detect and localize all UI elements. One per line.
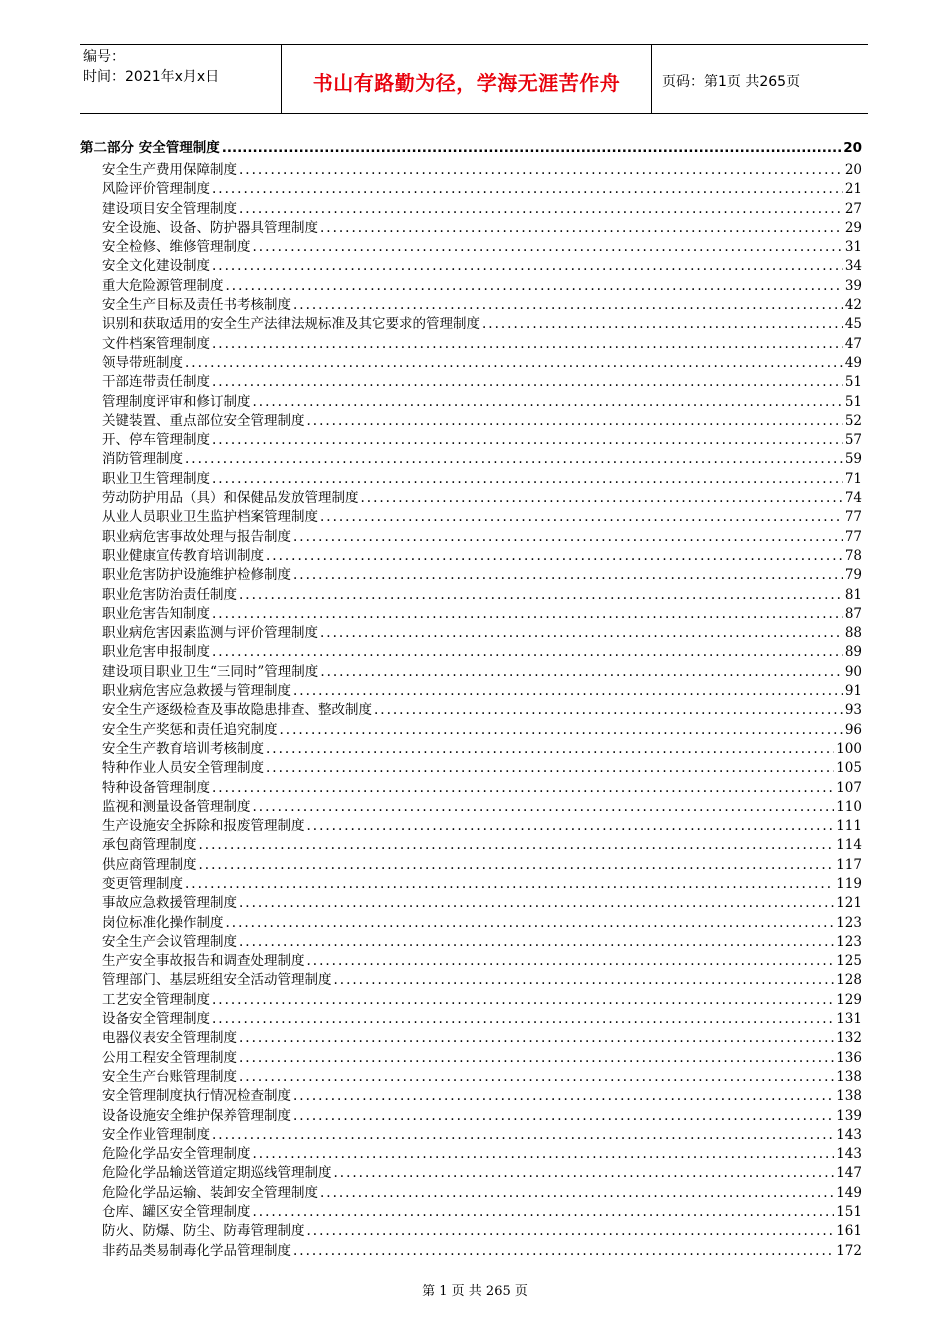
toc-item-page: 51 (844, 374, 862, 391)
toc-item[interactable] (80, 177, 862, 196)
toc-item[interactable] (80, 467, 862, 486)
toc-dot-leader (334, 972, 835, 988)
toc-item-page: 59 (844, 451, 862, 468)
toc-item-title: 供应商管理制度 (102, 856, 197, 873)
toc-item-title: 安全生产教育培训考核制度 (102, 740, 264, 757)
toc-item[interactable] (80, 505, 862, 524)
toc-item-title: 监视和测量设备管理制度 (102, 798, 251, 815)
header-table (80, 44, 868, 114)
toc-item-title: 生产设施安全拆除和报废管理制度 (102, 818, 305, 835)
document-time: 时间：2021年x月x日 (83, 69, 220, 85)
toc-item-page: 21 (844, 181, 862, 198)
toc-dot-leader (253, 239, 843, 255)
toc-dot-leader (293, 1243, 834, 1259)
toc-item[interactable] (80, 274, 862, 293)
toc-dot-leader (212, 258, 843, 274)
toc-dot-leader (212, 336, 843, 352)
toc-item[interactable] (80, 795, 862, 814)
toc-dot-leader (293, 1108, 834, 1124)
toc-dot-leader (253, 1146, 835, 1162)
toc-item-title: 职业病危害应急救援与管理制度 (102, 683, 291, 700)
toc-dot-leader (320, 625, 843, 641)
toc-item[interactable] (80, 563, 862, 582)
toc-item-title: 电器仪表安全管理制度 (102, 1030, 237, 1047)
toc-dot-leader (307, 953, 835, 969)
toc-item-title: 仓库、罐区安全管理制度 (102, 1204, 251, 1221)
toc-dot-leader (185, 876, 834, 892)
toc-item-page: 117 (836, 856, 862, 873)
toc-item-title: 管理部门、基层班组安全活动管理制度 (102, 972, 332, 989)
toc-item-title: 防火、防爆、防尘、防毒管理制度 (102, 1223, 305, 1240)
header-page-info: 页码：第1页 共265页 (662, 74, 801, 90)
toc-item-title: 安全生产目标及责任书考核制度 (102, 297, 291, 314)
toc-dot-leader (226, 278, 843, 294)
toc-item[interactable] (80, 351, 862, 370)
toc-item[interactable] (80, 718, 862, 737)
toc-item[interactable] (80, 698, 862, 717)
toc-item-title: 安全检修、维修管理制度 (102, 239, 251, 256)
toc-item-page: 78 (844, 547, 862, 564)
toc-dot-leader (374, 702, 843, 718)
toc-item[interactable] (80, 486, 862, 505)
toc-item-title: 岗位标准化操作制度 (102, 914, 224, 931)
toc-dot-leader (239, 1050, 834, 1066)
toc-item-page: 51 (844, 393, 862, 410)
toc-item[interactable] (80, 640, 862, 659)
toc-item[interactable] (80, 1046, 862, 1065)
toc-item-title: 危险化学品运输、装卸安全管理制度 (102, 1184, 318, 1201)
toc-item-page: 143 (836, 1146, 862, 1163)
toc-item-title: 安全生产会议管理制度 (102, 933, 237, 950)
toc-item-title: 建设项目安全管理制度 (102, 200, 237, 217)
toc-item[interactable] (80, 660, 862, 679)
toc-item[interactable] (80, 1026, 862, 1045)
toc-item[interactable] (80, 776, 862, 795)
toc-dot-leader (239, 895, 834, 911)
toc-item-page: 143 (836, 1126, 862, 1143)
toc-item[interactable] (80, 544, 862, 563)
toc-dot-leader (482, 316, 843, 332)
toc-dot-leader (212, 992, 834, 1008)
toc-item[interactable] (80, 1239, 862, 1258)
toc-dot-leader (226, 915, 835, 931)
toc-item-page: 93 (844, 702, 862, 719)
toc-item-page: 91 (844, 683, 862, 700)
toc-item-title: 管理制度评审和修订制度 (102, 393, 251, 410)
toc-item[interactable] (80, 390, 862, 409)
toc-item[interactable] (80, 1200, 862, 1219)
toc-item-page: 136 (836, 1049, 862, 1066)
toc-item[interactable] (80, 216, 862, 235)
toc-item-page: 90 (844, 663, 862, 680)
toc-item-page: 87 (844, 605, 862, 622)
toc-item-page: 77 (844, 509, 862, 526)
toc-dot-leader (293, 1088, 834, 1104)
toc-item-title: 公用工程安全管理制度 (102, 1049, 237, 1066)
toc-item-title: 危险化学品安全管理制度 (102, 1146, 251, 1163)
toc-item-page: 79 (844, 567, 862, 584)
toc-item[interactable] (80, 968, 862, 987)
toc-item-page: 34 (844, 258, 862, 275)
toc-dot-leader (185, 451, 843, 467)
toc-dot-leader (239, 1030, 834, 1046)
toc-item[interactable] (80, 1123, 862, 1142)
toc-item-page: 45 (844, 316, 862, 333)
toc-dot-leader (185, 355, 843, 371)
toc-item-page: 89 (844, 644, 862, 661)
toc-item[interactable] (80, 737, 862, 756)
toc-item[interactable] (80, 428, 862, 447)
toc-item-page: 49 (844, 354, 862, 371)
toc-item-page: 172 (836, 1242, 862, 1259)
toc-item-page: 114 (836, 837, 862, 854)
toc-item-page: 123 (836, 933, 862, 950)
toc-dot-leader (253, 799, 835, 815)
toc-item-page: 88 (844, 625, 862, 642)
toc-item-title: 承包商管理制度 (102, 837, 197, 854)
toc-item[interactable] (80, 332, 862, 351)
toc-item[interactable] (80, 447, 862, 466)
toc-item[interactable] (80, 988, 862, 1007)
toc-item[interactable] (80, 1181, 862, 1200)
toc-dot-leader (307, 1223, 835, 1239)
toc-item-page: 161 (836, 1223, 862, 1240)
toc-dot-leader (212, 644, 843, 660)
toc-dot-leader (266, 741, 834, 757)
toc-section-row[interactable] (80, 136, 862, 158)
toc-item-title: 安全生产逐级检查及事故隐患排查、整改制度 (102, 702, 372, 719)
toc-item-page: 100 (836, 740, 862, 757)
toc-dot-leader (239, 587, 843, 603)
toc-dot-leader (199, 857, 835, 873)
toc-item-page: 138 (836, 1088, 862, 1105)
page-footer: 第 1 页 共 265 页 (422, 1284, 528, 1299)
toc-item-page: 47 (844, 335, 862, 352)
toc-item-page: 74 (844, 490, 862, 507)
toc-item-title: 事故应急救援管理制度 (102, 895, 237, 912)
toc-item-title: 职业危害申报制度 (102, 644, 210, 661)
toc-dot-leader (320, 1185, 834, 1201)
toc-item-title: 安全作业管理制度 (102, 1126, 210, 1143)
toc-item-title: 特种设备管理制度 (102, 779, 210, 796)
toc-dot-leader (253, 394, 843, 410)
toc-item-title: 建设项目职业卫生“三同时”管理制度 (102, 663, 319, 680)
toc-item[interactable] (80, 409, 862, 428)
toc-item-page: 29 (844, 219, 862, 236)
toc-item[interactable] (80, 679, 862, 698)
toc-item-page: 129 (836, 991, 862, 1008)
toc-item-title: 干部连带责任制度 (102, 374, 210, 391)
toc-item-title: 职业危害防护设施维护检修制度 (102, 567, 291, 584)
toc-dot-leader (307, 818, 835, 834)
toc-item-page: 81 (844, 586, 862, 603)
toc-dot-leader (334, 1165, 835, 1181)
toc-item[interactable] (80, 1104, 862, 1123)
toc-item-title: 职业病危害因素监测与评价管理制度 (102, 625, 318, 642)
toc-item-title: 风险评价管理制度 (102, 181, 210, 198)
toc-dot-leader (266, 548, 843, 564)
toc-dot-leader (239, 201, 843, 217)
toc-item-title: 职业病危害事故处理与报告制度 (102, 528, 291, 545)
toc-item-title: 变更管理制度 (102, 875, 183, 892)
toc-dot-leader (361, 490, 843, 506)
toc-dot-leader (212, 780, 834, 796)
toc-item-page: 77 (844, 528, 862, 545)
toc-item-title: 特种作业人员安全管理制度 (102, 760, 264, 777)
toc-dot-leader (212, 1011, 834, 1027)
toc-dot-leader (212, 432, 843, 448)
toc-item-title: 安全管理制度执行情况检查制度 (102, 1088, 291, 1105)
toc-dot-leader (266, 760, 834, 776)
toc-item-title: 安全设施、设备、防护器具管理制度 (102, 219, 318, 236)
toc-dot-leader (293, 529, 843, 545)
toc-item-page: 147 (836, 1165, 862, 1182)
toc-item[interactable] (80, 911, 862, 930)
table-of-contents (80, 136, 862, 1258)
toc-dot-leader (320, 664, 843, 680)
toc-item-page: 107 (836, 779, 862, 796)
toc-dot-leader (239, 1069, 834, 1085)
toc-item-title: 职业健康宣传教育培训制度 (102, 547, 264, 564)
toc-dot-leader (253, 1204, 835, 1220)
toc-dot-leader (212, 606, 843, 622)
toc-section-title: 第二部分 安全管理制度 (80, 140, 220, 156)
toc-dot-leader (293, 567, 843, 583)
toc-item[interactable] (80, 814, 862, 833)
toc-item-page: 119 (836, 875, 862, 892)
toc-item[interactable] (80, 158, 862, 177)
toc-item[interactable] (80, 949, 862, 968)
toc-item-page: 132 (836, 1030, 862, 1047)
toc-item[interactable] (80, 235, 862, 254)
toc-item-page: 131 (836, 1011, 862, 1028)
toc-item-title: 非药品类易制毒化学品管理制度 (102, 1242, 291, 1259)
toc-item[interactable] (80, 1065, 862, 1084)
toc-dot-leader (320, 509, 843, 525)
toc-item[interactable] (80, 1084, 862, 1103)
toc-section-page: 20 (843, 140, 862, 156)
toc-item-page: 52 (844, 412, 862, 429)
toc-item[interactable] (80, 853, 862, 872)
toc-item-title: 安全文化建设制度 (102, 258, 210, 275)
toc-item-page: 149 (836, 1184, 862, 1201)
toc-item-title: 从业人员职业卫生监护档案管理制度 (102, 509, 318, 526)
toc-item-page: 71 (844, 470, 862, 487)
toc-item-title: 文件档案管理制度 (102, 335, 210, 352)
toc-item-page: 151 (836, 1204, 862, 1221)
toc-item-title: 职业卫生管理制度 (102, 470, 210, 487)
toc-item[interactable] (80, 370, 862, 389)
toc-item-title: 生产安全事故报告和调查处理制度 (102, 953, 305, 970)
toc-item-page: 31 (844, 239, 862, 256)
toc-item-title: 安全生产台账管理制度 (102, 1068, 237, 1085)
toc-item-list (80, 158, 862, 1258)
header-motto: 书山有路勤为径，学海无涯苦作舟 (312, 70, 621, 95)
toc-item-title: 关键装置、重点部位安全管理制度 (102, 412, 305, 429)
toc-item-page: 42 (844, 297, 862, 314)
toc-item-page: 111 (836, 818, 862, 835)
toc-item-title: 领导带班制度 (102, 354, 183, 371)
toc-item-title: 安全生产奖惩和责任追究制度 (102, 721, 278, 738)
toc-item-page: 57 (844, 432, 862, 449)
toc-item-page: 20 (844, 162, 862, 178)
toc-item[interactable] (80, 833, 862, 852)
toc-item-page: 121 (836, 895, 862, 912)
toc-item[interactable] (80, 621, 862, 640)
toc-item-title: 识别和获取适用的安全生产法律法规标准及其它要求的管理制度 (102, 316, 480, 333)
toc-item-page: 138 (836, 1068, 862, 1085)
toc-dot-leader (280, 722, 843, 738)
toc-item-title: 危险化学品输送管道定期巡线管理制度 (102, 1165, 332, 1182)
toc-item-title: 职业危害告知制度 (102, 605, 210, 622)
toc-item-page: 27 (844, 200, 862, 217)
toc-item-title: 消防管理制度 (102, 451, 183, 468)
toc-item-page: 139 (836, 1107, 862, 1124)
toc-item-title: 设备设施安全维护保养管理制度 (102, 1107, 291, 1124)
toc-item-page: 123 (836, 914, 862, 931)
toc-item[interactable] (80, 254, 862, 273)
toc-item[interactable] (80, 293, 862, 312)
header-meta-cell (80, 45, 282, 113)
toc-item-title: 开、停车管理制度 (102, 432, 210, 449)
toc-item-page: 105 (836, 760, 862, 777)
header-motto-cell (282, 45, 652, 113)
toc-dot-leader (293, 683, 843, 699)
toc-item[interactable] (80, 872, 862, 891)
toc-item-title: 工艺安全管理制度 (102, 991, 210, 1008)
toc-item[interactable] (80, 1007, 862, 1026)
toc-item-title: 安全生产费用保障制度 (102, 162, 237, 178)
toc-item[interactable] (80, 583, 862, 602)
toc-item-title: 设备安全管理制度 (102, 1011, 210, 1028)
toc-dot-leader (199, 837, 835, 853)
toc-item-title: 重大危险源管理制度 (102, 277, 224, 294)
toc-item-page: 128 (836, 972, 862, 989)
toc-item[interactable] (80, 602, 862, 621)
toc-item-title: 职业危害防治责任制度 (102, 586, 237, 603)
toc-item[interactable] (80, 312, 862, 331)
toc-dot-leader (320, 220, 843, 236)
toc-dot-leader (293, 297, 843, 313)
toc-item-page: 96 (844, 721, 862, 738)
toc-item[interactable] (80, 930, 862, 949)
toc-item[interactable] (80, 525, 862, 544)
toc-item-page: 110 (836, 798, 862, 815)
toc-item[interactable] (80, 197, 862, 216)
toc-dot-leader (212, 181, 843, 197)
toc-item-page: 125 (836, 953, 862, 970)
toc-dot-leader (222, 140, 842, 156)
toc-item-title: 劳动防护用品（具）和保健品发放管理制度 (102, 490, 359, 507)
toc-dot-leader (212, 471, 843, 487)
header-page-cell (652, 45, 868, 113)
toc-dot-leader (239, 162, 843, 178)
toc-dot-leader (212, 1127, 834, 1143)
toc-item[interactable] (80, 1161, 862, 1180)
toc-item[interactable] (80, 756, 862, 775)
toc-item[interactable] (80, 1142, 862, 1161)
toc-item-page: 39 (844, 277, 862, 294)
toc-dot-leader (307, 413, 843, 429)
toc-dot-leader (212, 374, 843, 390)
document-number: 编号： (83, 49, 125, 65)
toc-item[interactable] (80, 891, 862, 910)
toc-item[interactable] (80, 1219, 862, 1238)
toc-dot-leader (239, 934, 834, 950)
